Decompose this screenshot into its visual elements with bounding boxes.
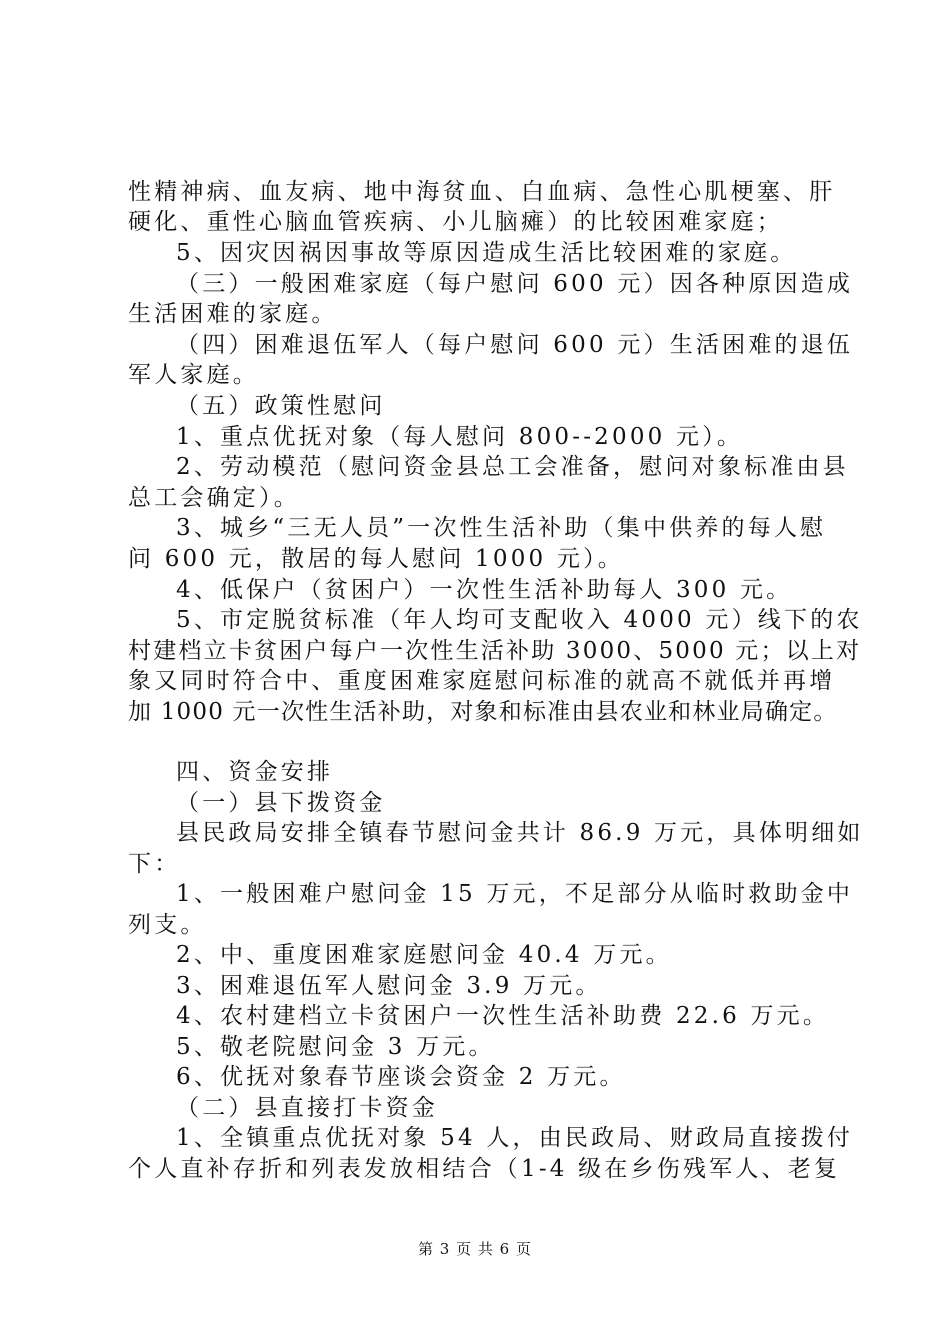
text-line: 硬化、重性心脑血管疾病、小儿脑瘫）的比较困难家庭； [128, 209, 783, 235]
text-line: 村建档立卡贫困户每户一次性生活补助 3000、5000 元；以上对 [128, 638, 862, 664]
text-line: 5、因灾因祸因事故等原因造成生活比较困难的家庭。 [176, 240, 797, 266]
section-heading: 四、资金安排 [176, 759, 334, 785]
text-line: 4、农村建档立卡贫困户一次性生活补助费 22.6 万元。 [176, 1003, 830, 1029]
text-line: 3、城乡“三无人员”一次性生活补助（集中供养的每人慰 [176, 515, 827, 541]
text-line: 象又同时符合中、重度困难家庭慰问标准的就高不就低并再增 [128, 668, 836, 694]
text-line: 列支。 [128, 912, 207, 938]
text-line: （四）困难退伍军人（每户慰问 600 元）生活困难的退伍 [176, 332, 854, 358]
text-line: 5、敬老院慰问金 3 万元。 [176, 1034, 495, 1060]
text-line: （五）政策性慰问 [176, 393, 386, 419]
text-line: 1、全镇重点优抚对象 54 人，由民政局、财政局直接拨付 [176, 1125, 854, 1151]
subsection-heading: （二）县直接打卡资金 [176, 1095, 438, 1121]
text-line: 4、低保户（贫困户）一次性生活补助每人 300 元。 [176, 577, 793, 603]
text-line: 军人家庭。 [128, 362, 259, 388]
text-line: 问 600 元，散居的每人慰问 1000 元）。 [128, 546, 624, 572]
text-line: 总工会确定）。 [128, 485, 300, 511]
text-line: 加 1000 元一次性生活补助，对象和标准由县农业和林业局确定。 [128, 699, 838, 725]
text-line: 2、劳动模范（慰问资金县总工会准备，慰问对象标准由县 [176, 454, 849, 480]
text-line: 个人直补存折和列表发放相结合（1-4 级在乡伤残军人、老复 [128, 1156, 841, 1182]
text-line: 2、中、重度困难家庭慰问金 40.4 万元。 [176, 942, 672, 968]
text-line: 县民政局安排全镇春节慰问金共计 86.9 万元，具体明细如 [176, 820, 864, 846]
text-line: 下： [128, 851, 181, 877]
text-line: 生活困难的家庭。 [128, 301, 338, 327]
text-line: 3、困难退伍军人慰问金 3.9 万元。 [176, 973, 602, 999]
text-line: 性精神病、血友病、地中海贫血、白血病、急性心肌梗塞、肝 [128, 179, 836, 205]
text-line: （三）一般困难家庭（每户慰问 600 元）因各种原因造成 [176, 271, 854, 297]
text-line: 1、重点优抚对象（每人慰问 800--2000 元）。 [176, 424, 744, 450]
text-line: 5、市定脱贫标准（年人均可支配收入 4000 元）线下的农 [176, 607, 863, 633]
text-line: 1、一般困难户慰问金 15 万元，不足部分从临时救助金中 [176, 881, 854, 907]
text-line: 6、优抚对象春节座谈会资金 2 万元。 [176, 1064, 626, 1090]
page-footer: 第 3 页 共 6 页 [418, 1240, 532, 1258]
subsection-heading: （一）县下拨资金 [176, 790, 386, 816]
